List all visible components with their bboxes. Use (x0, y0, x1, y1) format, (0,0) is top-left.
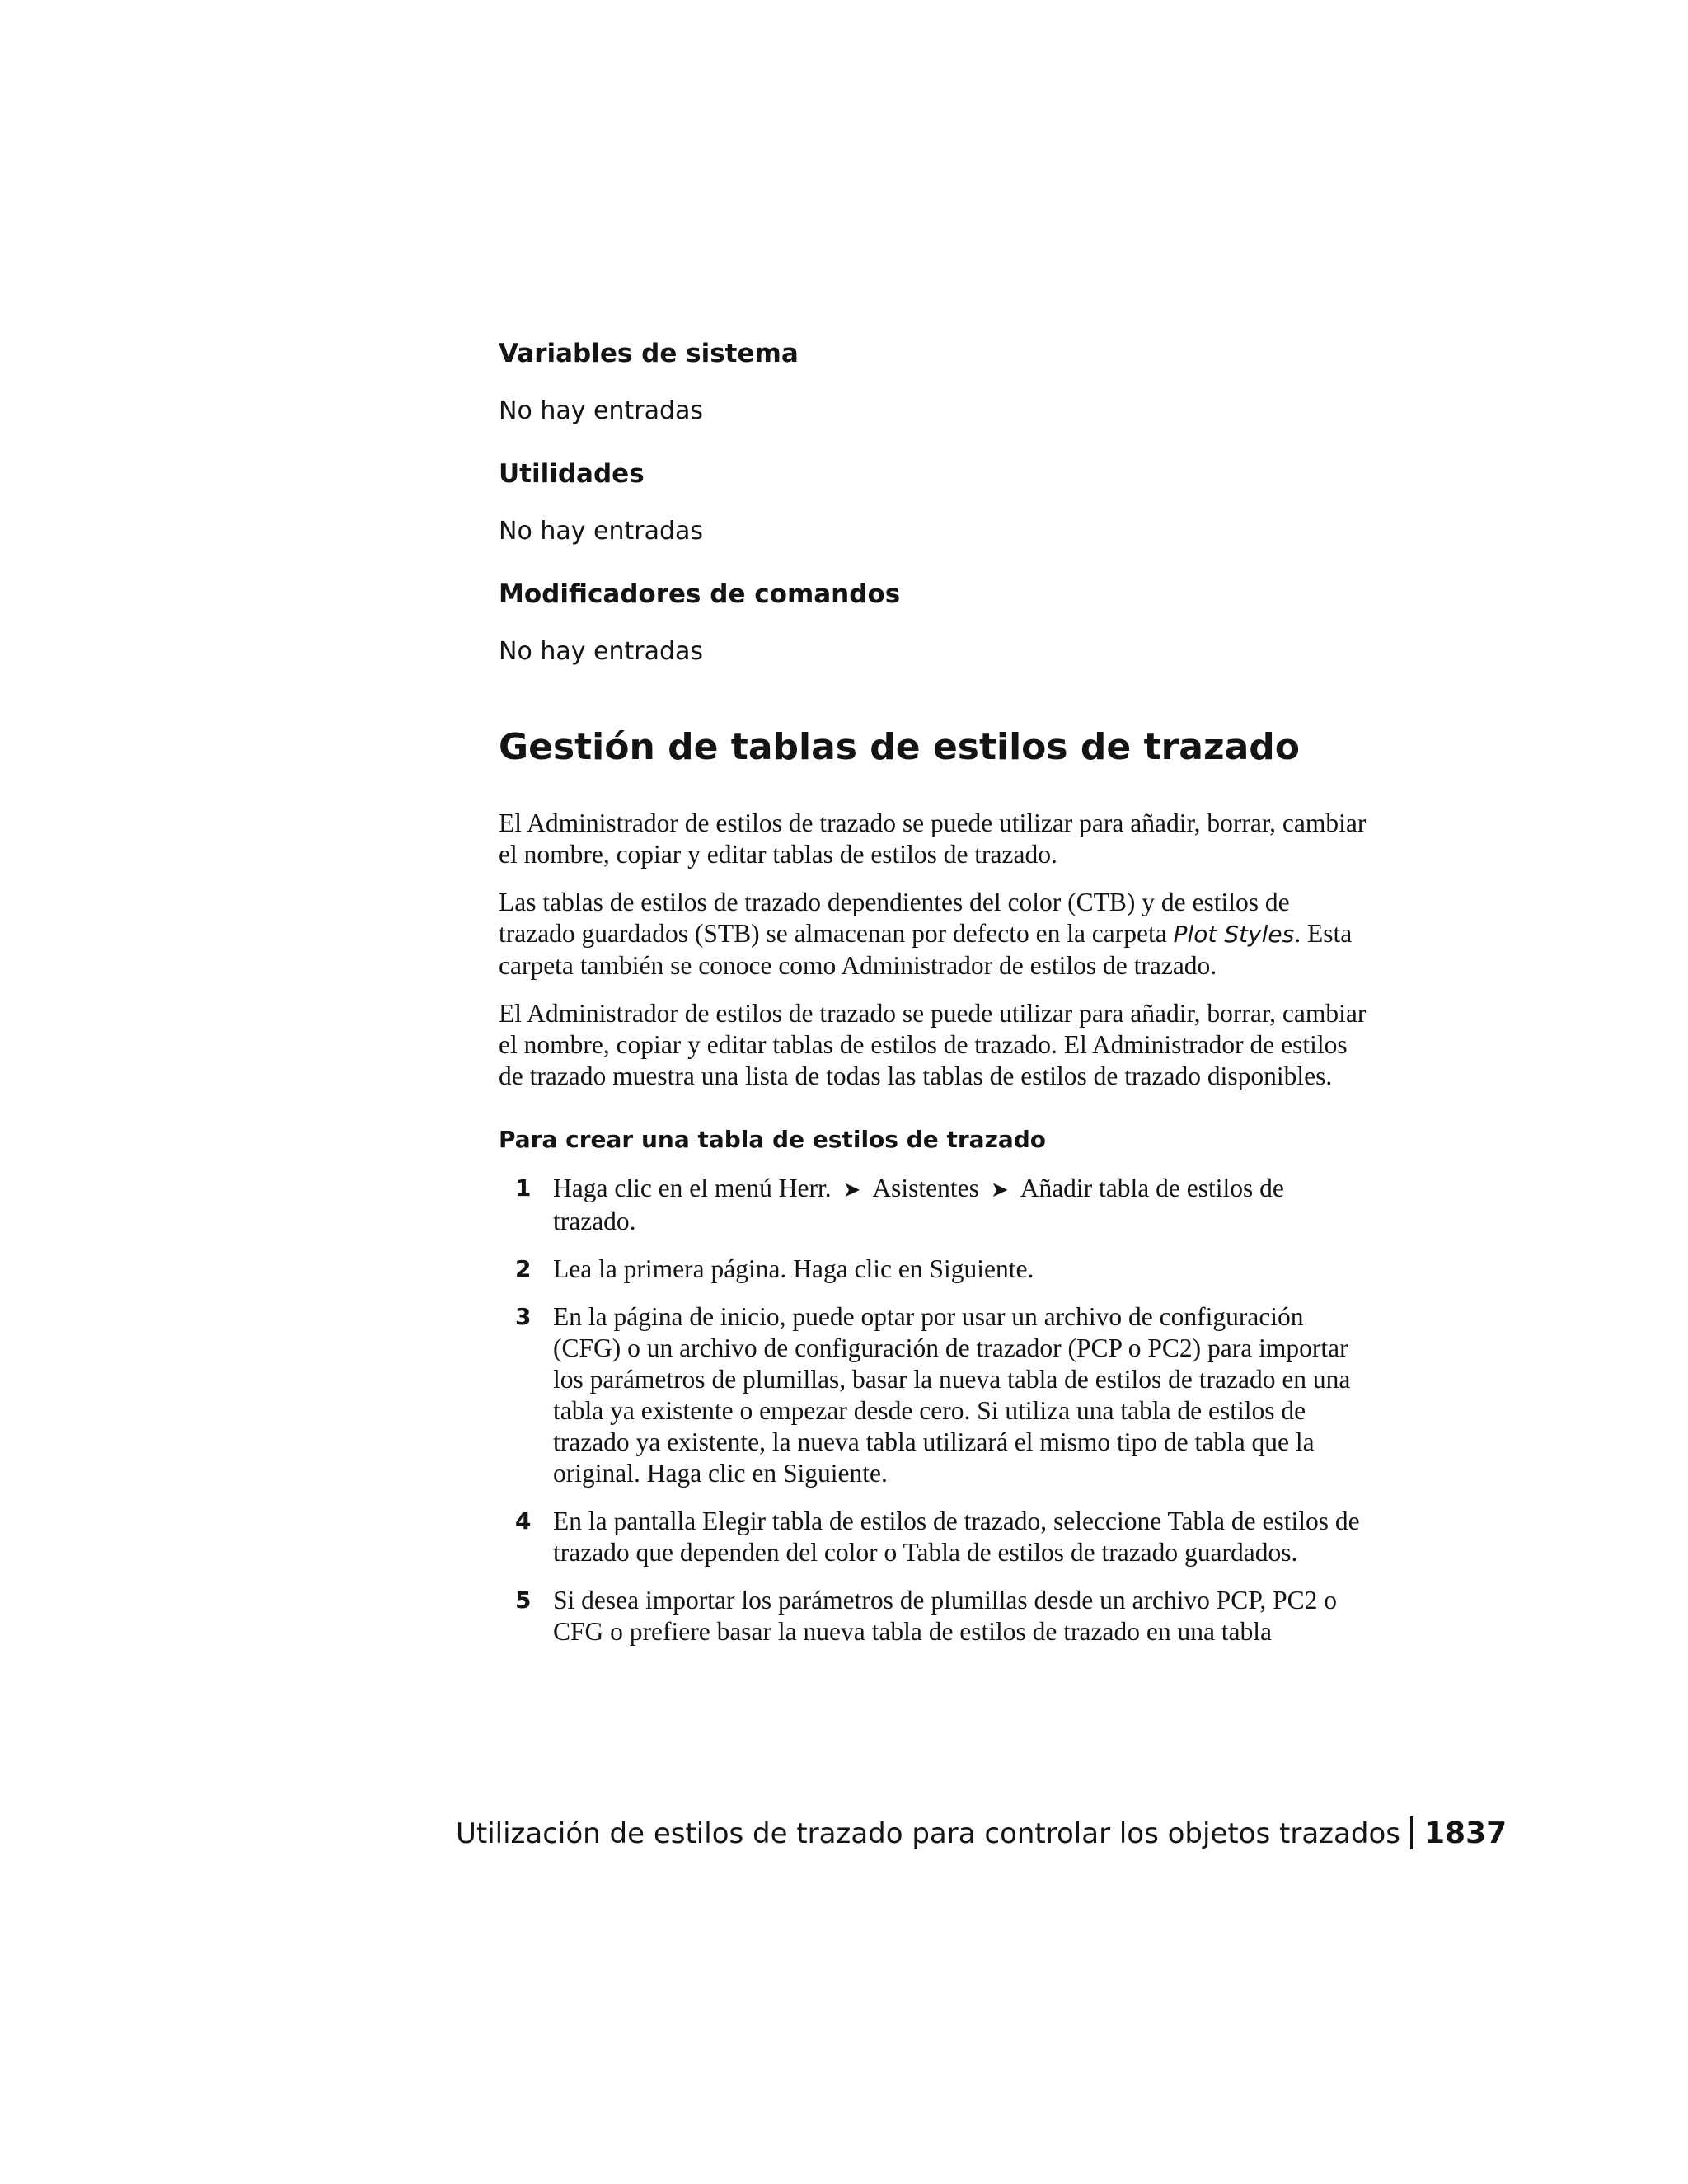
step-text: Lea la primera página. Haga clic en Siguiente. (553, 1254, 1034, 1283)
folder-name-plot-styles: Plot Styles (1173, 921, 1295, 948)
arrow-right-icon: ➤ (990, 1178, 1009, 1202)
section-entry: No hay entradas (499, 396, 704, 425)
step-1 (499, 1173, 1372, 1237)
step-number: 1 (515, 1174, 532, 1202)
procedure-title: Para crear una tabla de estilos de trazado (499, 1126, 1047, 1153)
step-text: En la página de inicio, puede optar por usar un archivo de configuración (CFG) o un archivo de configuración de trazador (PCP o PC2) para importar los parámetros de plumillas, basar la nueva tabla de estilos de trazado en una tabla ya existente o empezar desde cero. Si utiliza una tabla de estilos de trazado ya existente, la nueva tabla utilizará el mismo tipo de tabla que la original. Haga clic en Siguiente. (553, 1302, 1351, 1488)
arrow-right-icon: ➤ (842, 1178, 861, 1202)
section-entry: No hay entradas (499, 517, 704, 546)
footer-chapter-title: Utilización de estilos de trazado para controlar los objetos trazados (456, 1817, 1400, 1850)
paragraph-3: El Administrador de estilos de trazado se puede utilizar para añadir, borrar, cambiar el nombre, copiar y editar tablas de estilos de trazado. El Administrador de estilos de trazado muestra una lista de todas las tablas de estilos de trazado disponibles. (499, 999, 1367, 1090)
paragraph-2-text-before: Las tablas de estilos de trazado dependientes del color (CTB) y de estilos de trazado guardados (STB) se almacenan por defecto en la carpeta (499, 888, 1290, 948)
step-number: 5 (515, 1586, 532, 1614)
step-text-add-table: Añadir tabla de estilos de trazado. (553, 1174, 1284, 1235)
section-heading: Modificadores de comandos (499, 579, 901, 609)
paragraph-2 (499, 887, 1372, 982)
section-system-variables (499, 334, 1372, 431)
step-number: 4 (515, 1507, 532, 1535)
footer-separator (1410, 1816, 1413, 1849)
page-title: Gestión de tablas de estilos de trazado (499, 726, 1301, 768)
section-heading: Utilidades (499, 459, 645, 489)
page-footer (456, 1813, 1507, 1854)
step-text-menu: Haga clic en el menú Herr. (553, 1174, 832, 1202)
section-utilities (499, 454, 1372, 551)
step-2 (499, 1254, 1372, 1285)
section-heading: Variables de sistema (499, 339, 799, 368)
page-number: 1837 (1423, 1816, 1507, 1850)
step-4 (499, 1506, 1372, 1568)
step-5 (499, 1585, 1372, 1647)
step-text: Si desea importar los parámetros de plumillas desde un archivo PCP, PC2 o CFG o prefiere basar la nueva tabla de estilos de trazado en una tabla (553, 1586, 1337, 1646)
step-number: 2 (515, 1255, 532, 1282)
page-content (499, 334, 1372, 1664)
section-entry: No hay entradas (499, 637, 704, 666)
step-3 (499, 1301, 1372, 1489)
paragraph-1: El Administrador de estilos de trazado se puede utilizar para añadir, borrar, cambiar el nombre, copiar y editar tablas de estilos de trazado. (499, 808, 1367, 869)
section-command-modifiers (499, 574, 1372, 672)
step-number: 3 (515, 1303, 532, 1330)
step-text-wizards: Asistentes (872, 1174, 979, 1202)
step-text: En la pantalla Elegir tabla de estilos de trazado, seleccione Tabla de estilos de trazado que dependen del color o Tabla de estilos de trazado guardados. (553, 1507, 1360, 1567)
paragraph-2-text-after: . Esta carpeta también se conoce como Administrador de estilos de trazado. (499, 919, 1353, 980)
procedure-steps (499, 1173, 1372, 1647)
